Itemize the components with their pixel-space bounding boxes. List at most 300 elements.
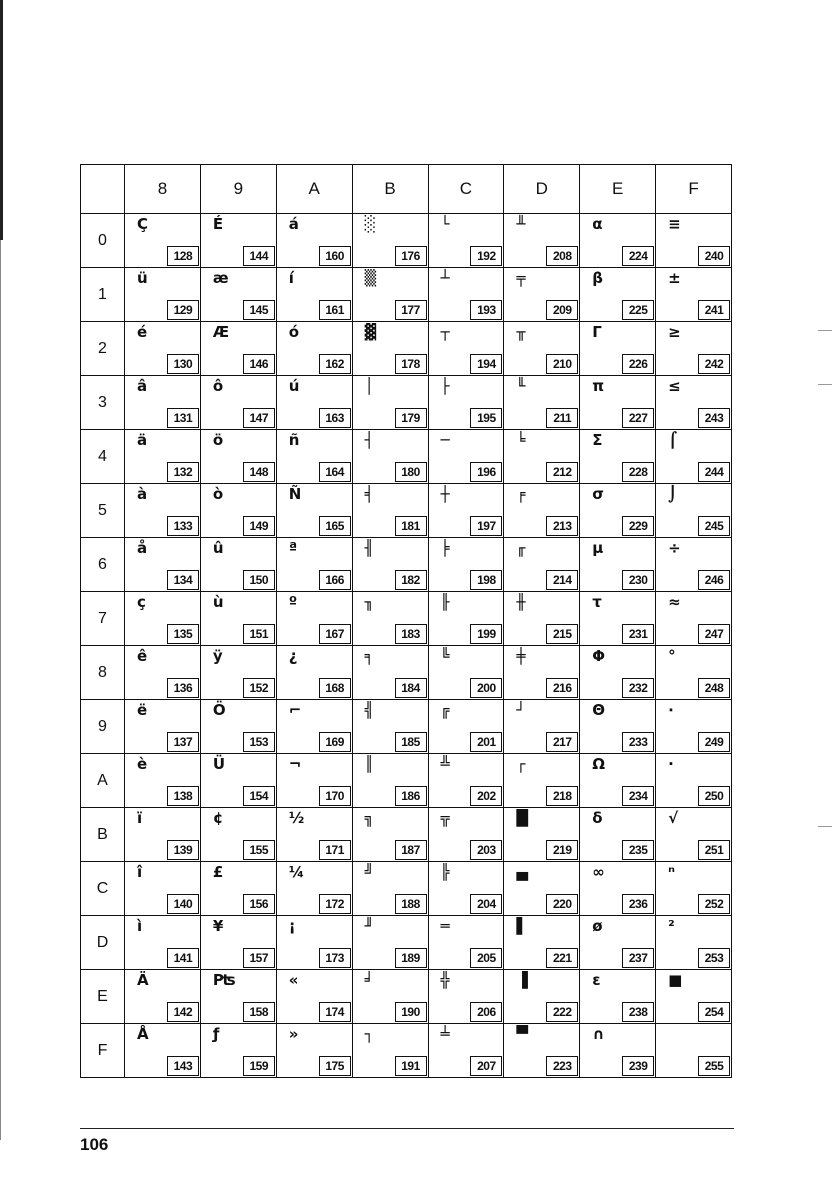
char-code-box: 130: [167, 354, 199, 374]
char-glyph: ╖: [364, 593, 374, 611]
char-glyph: ·: [668, 755, 674, 773]
char-glyph: Γ: [592, 323, 602, 341]
char-glyph: ║: [364, 755, 374, 773]
char-glyph: à: [137, 485, 148, 503]
char-cell: [504, 592, 580, 646]
char-code-box: 174: [319, 1002, 351, 1022]
char-code-box: 213: [546, 516, 578, 536]
char-cell: [656, 430, 732, 484]
char-glyph: ì: [137, 917, 143, 935]
column-header: E: [580, 165, 656, 214]
char-cell: [428, 268, 504, 322]
char-glyph: ┤: [364, 431, 374, 449]
char-code-box: 237: [622, 948, 654, 968]
code-row: [81, 862, 732, 916]
char-glyph: ¼: [288, 863, 305, 881]
char-cell: [580, 970, 656, 1024]
column-header-row: [81, 165, 732, 214]
char-glyph: ≥: [668, 323, 681, 341]
char-glyph: ╠: [440, 863, 450, 881]
char-glyph: Σ: [592, 431, 603, 449]
char-code-box: 255: [698, 1056, 730, 1076]
char-code-box: 235: [622, 840, 654, 860]
char-code-box: 225: [622, 300, 654, 320]
char-code-box: 231: [622, 624, 654, 644]
char-code-box: 161: [319, 300, 351, 320]
char-glyph: »: [288, 1025, 299, 1043]
char-glyph: Θ: [592, 701, 606, 719]
char-cell: [428, 862, 504, 916]
char-code-box: 249: [698, 732, 730, 752]
char-cell: [125, 376, 201, 430]
char-glyph: β: [592, 269, 603, 287]
char-cell: [276, 268, 352, 322]
char-cell: [656, 808, 732, 862]
char-code-box: 150: [243, 570, 275, 590]
char-cell: [352, 862, 428, 916]
char-code-box: 180: [395, 462, 427, 482]
char-code-box: 154: [243, 786, 275, 806]
char-cell: [428, 214, 504, 268]
char-cell: [276, 484, 352, 538]
char-glyph: ƒ: [212, 1025, 220, 1043]
char-cell: [428, 376, 504, 430]
char-cell: [200, 322, 276, 376]
char-glyph: ⌠: [668, 431, 678, 449]
char-cell: [276, 376, 352, 430]
char-code-box: 240: [698, 246, 730, 266]
char-code-box: 247: [698, 624, 730, 644]
char-cell: [200, 538, 276, 592]
char-code-box: 143: [167, 1056, 199, 1076]
char-cell: [428, 538, 504, 592]
char-cell: [200, 754, 276, 808]
scan-edge: [0, 0, 3, 240]
char-cell: [580, 808, 656, 862]
char-glyph: √: [668, 809, 679, 827]
char-cell: [125, 430, 201, 484]
char-glyph: ╦: [440, 809, 450, 827]
char-cell: [200, 970, 276, 1024]
char-glyph: ø: [592, 917, 603, 935]
char-cell: [125, 700, 201, 754]
char-cell: [125, 538, 201, 592]
char-code-box: 189: [395, 948, 427, 968]
char-glyph: ¥: [212, 917, 224, 935]
char-code-box: 243: [698, 408, 730, 428]
char-glyph: Ü: [212, 755, 226, 773]
char-glyph: ÿ: [212, 647, 223, 665]
code-row: [81, 538, 732, 592]
code-row: [81, 430, 732, 484]
code-row: [81, 646, 732, 700]
char-cell: [504, 214, 580, 268]
margin-mark: [818, 384, 832, 385]
char-glyph: ⌐: [288, 701, 302, 719]
char-code-box: 179: [395, 408, 427, 428]
char-cell: [656, 268, 732, 322]
row-header: B: [81, 808, 125, 862]
char-cell: [125, 754, 201, 808]
char-code-box: 188: [395, 894, 427, 914]
char-glyph: │: [364, 377, 374, 395]
char-glyph: ╝: [364, 863, 374, 881]
char-cell: [125, 970, 201, 1024]
char-cell: [352, 808, 428, 862]
char-cell: [276, 754, 352, 808]
char-code-box: 228: [622, 462, 654, 482]
char-code-box: 211: [546, 408, 578, 428]
char-cell: [580, 646, 656, 700]
char-code-box: 178: [395, 354, 427, 374]
char-cell: [656, 646, 732, 700]
page-number: 106: [80, 1135, 109, 1154]
char-cell: [580, 1024, 656, 1078]
char-code-box: 254: [698, 1002, 730, 1022]
row-header: 6: [81, 538, 125, 592]
char-code-box: 146: [243, 354, 275, 374]
char-code-box: 182: [395, 570, 427, 590]
char-code-box: 186: [395, 786, 427, 806]
char-code-box: 223: [546, 1056, 578, 1076]
column-header: D: [504, 165, 580, 214]
char-code-box: 208: [546, 246, 578, 266]
char-code-box: 226: [622, 354, 654, 374]
char-cell: [656, 754, 732, 808]
char-glyph: É: [212, 215, 224, 233]
char-cell: [125, 322, 201, 376]
char-cell: [428, 484, 504, 538]
row-header: 3: [81, 376, 125, 430]
char-glyph: ▀: [516, 1025, 528, 1043]
char-glyph: ╘: [516, 431, 526, 449]
char-code-box: 166: [319, 570, 351, 590]
char-cell: [276, 808, 352, 862]
char-cell: [504, 1024, 580, 1078]
char-cell: [125, 484, 201, 538]
char-code-box: 232: [622, 678, 654, 698]
char-glyph: ╨: [516, 215, 526, 233]
char-cell: [504, 808, 580, 862]
char-glyph: ═: [440, 917, 450, 935]
char-cell: [276, 646, 352, 700]
char-code-box: 252: [698, 894, 730, 914]
char-cell: [352, 592, 428, 646]
char-glyph: ¬: [288, 755, 302, 773]
char-cell: [200, 808, 276, 862]
footer-rule: [80, 1128, 734, 1129]
char-cell: [200, 646, 276, 700]
char-code-box: 246: [698, 570, 730, 590]
char-cell: [276, 214, 352, 268]
char-cell: [352, 430, 428, 484]
row-header: 0: [81, 214, 125, 268]
char-glyph: ç: [137, 593, 146, 611]
char-cell: [352, 1024, 428, 1078]
char-code-box: 171: [319, 840, 351, 860]
char-glyph: ª: [288, 539, 298, 557]
char-code-box: 185: [395, 732, 427, 752]
char-cell: [656, 322, 732, 376]
char-code-box: 209: [546, 300, 578, 320]
char-code-box: 147: [243, 408, 275, 428]
char-code-box: 201: [470, 732, 502, 752]
char-glyph: ≤: [668, 377, 681, 395]
char-code-box: 205: [470, 948, 502, 968]
char-cell: [276, 1024, 352, 1078]
char-glyph: å: [137, 539, 148, 557]
char-code-box: 248: [698, 678, 730, 698]
char-cell: [504, 916, 580, 970]
char-code-box: 195: [470, 408, 502, 428]
char-code-box: 168: [319, 678, 351, 698]
char-cell: [352, 214, 428, 268]
char-code-box: 142: [167, 1002, 199, 1022]
char-code-box: 196: [470, 462, 502, 482]
char-cell: [352, 646, 428, 700]
char-code-box: 156: [243, 894, 275, 914]
char-code-box: 155: [243, 840, 275, 860]
code-row: [81, 808, 732, 862]
char-cell: [125, 646, 201, 700]
char-glyph: ⁿ: [668, 863, 675, 881]
char-glyph: «: [288, 971, 299, 989]
char-code-box: 216: [546, 678, 578, 698]
char-code-box: 172: [319, 894, 351, 914]
char-glyph: ╤: [516, 269, 526, 287]
char-cell: [428, 646, 504, 700]
row-header: 8: [81, 646, 125, 700]
char-glyph: Ä: [137, 971, 149, 989]
char-cell: [200, 430, 276, 484]
char-code-box: 224: [622, 246, 654, 266]
char-glyph: ╩: [440, 755, 450, 773]
char-glyph: ö: [212, 431, 224, 449]
char-cell: [504, 322, 580, 376]
row-header: 4: [81, 430, 125, 484]
code-page-table: [80, 164, 732, 1078]
char-glyph: á: [288, 215, 299, 233]
row-header: E: [81, 970, 125, 1024]
char-code-box: 215: [546, 624, 578, 644]
char-code-box: 191: [395, 1056, 427, 1076]
char-glyph: ┐: [364, 1025, 374, 1043]
char-code-box: 197: [470, 516, 502, 536]
char-glyph: û: [212, 539, 224, 557]
char-glyph: ò: [212, 485, 224, 503]
char-cell: [200, 214, 276, 268]
char-cell: [504, 862, 580, 916]
corner-cell: [81, 165, 125, 214]
char-code-box: 153: [243, 732, 275, 752]
char-code-box: 163: [319, 408, 351, 428]
char-glyph: ¿: [288, 647, 298, 665]
char-glyph: í: [288, 269, 294, 287]
char-code-box: 132: [167, 462, 199, 482]
char-cell: [580, 268, 656, 322]
char-glyph: ¢: [212, 809, 224, 827]
char-cell: [656, 376, 732, 430]
row-header: F: [81, 1024, 125, 1078]
char-glyph: ∩: [592, 1025, 605, 1043]
char-cell: [580, 862, 656, 916]
char-cell: [276, 916, 352, 970]
char-cell: [276, 538, 352, 592]
char-cell: [580, 214, 656, 268]
char-code-box: 184: [395, 678, 427, 698]
char-glyph: è: [137, 755, 148, 773]
char-cell: [200, 1024, 276, 1078]
char-code-box: 144: [243, 246, 275, 266]
char-cell: [504, 754, 580, 808]
char-glyph: ╬: [440, 971, 450, 989]
char-glyph: ╧: [440, 1025, 450, 1043]
char-cell: [656, 916, 732, 970]
char-code-box: 214: [546, 570, 578, 590]
char-glyph: ∞: [592, 863, 605, 881]
char-code-box: 187: [395, 840, 427, 860]
char-cell: [656, 700, 732, 754]
char-code-box: 233: [622, 732, 654, 752]
char-code-box: 139: [167, 840, 199, 860]
char-code-box: 159: [243, 1056, 275, 1076]
char-cell: [656, 862, 732, 916]
char-glyph: µ: [592, 539, 604, 557]
char-code-box: 148: [243, 462, 275, 482]
char-code-box: 162: [319, 354, 351, 374]
char-cell: [200, 700, 276, 754]
char-code-box: 203: [470, 840, 502, 860]
char-code-box: 206: [470, 1002, 502, 1022]
char-code-box: 238: [622, 1002, 654, 1022]
char-glyph: Å: [137, 1025, 149, 1043]
char-code-box: 140: [167, 894, 199, 914]
char-glyph: ▓: [364, 323, 377, 341]
char-code-box: 221: [546, 948, 578, 968]
char-glyph: ▌: [516, 917, 528, 935]
char-code-box: 145: [243, 300, 275, 320]
code-row: [81, 376, 732, 430]
char-cell: [200, 862, 276, 916]
char-glyph: ë: [137, 701, 148, 719]
char-glyph: ╓: [516, 539, 526, 557]
char-glyph: î: [137, 863, 143, 881]
code-row: [81, 700, 732, 754]
char-code-box: 181: [395, 516, 427, 536]
char-cell: [504, 268, 580, 322]
char-glyph: ─: [440, 431, 450, 449]
char-cell: [200, 484, 276, 538]
char-glyph: ó: [288, 323, 300, 341]
code-page-body: [81, 214, 732, 1078]
char-code-box: 152: [243, 678, 275, 698]
code-row: [81, 214, 732, 268]
char-code-box: 234: [622, 786, 654, 806]
char-cell: [125, 916, 201, 970]
char-code-box: 219: [546, 840, 578, 860]
char-code-box: 176: [395, 246, 427, 266]
char-code-box: 170: [319, 786, 351, 806]
char-code-box: 241: [698, 300, 730, 320]
char-glyph: ╢: [364, 539, 374, 557]
char-glyph: ½: [288, 809, 305, 827]
char-cell: [656, 970, 732, 1024]
char-cell: [428, 970, 504, 1024]
char-glyph: ä: [137, 431, 148, 449]
char-cell: [352, 970, 428, 1024]
char-code-box: 165: [319, 516, 351, 536]
char-glyph: ╕: [364, 647, 374, 665]
char-cell: [504, 970, 580, 1024]
char-cell: [352, 376, 428, 430]
code-row: [81, 322, 732, 376]
column-header: 8: [125, 165, 201, 214]
char-cell: [200, 268, 276, 322]
row-header: 7: [81, 592, 125, 646]
char-cell: [352, 322, 428, 376]
char-code-box: 242: [698, 354, 730, 374]
char-cell: [125, 592, 201, 646]
char-glyph: ▄: [516, 863, 528, 881]
char-code-box: 210: [546, 354, 578, 374]
char-code-box: 141: [167, 948, 199, 968]
char-cell: [580, 538, 656, 592]
char-glyph: └: [440, 215, 450, 233]
char-cell: [125, 268, 201, 322]
char-code-box: 133: [167, 516, 199, 536]
char-cell: [276, 322, 352, 376]
char-glyph: ░: [364, 215, 377, 233]
char-cell: [428, 322, 504, 376]
row-header: 5: [81, 484, 125, 538]
char-code-box: 253: [698, 948, 730, 968]
char-cell: [428, 592, 504, 646]
char-glyph: ╜: [364, 917, 374, 935]
row-header: A: [81, 754, 125, 808]
char-code-box: 229: [622, 516, 654, 536]
char-cell: [580, 484, 656, 538]
margin-mark: [818, 330, 832, 331]
char-code-box: 158: [243, 1002, 275, 1022]
char-glyph: â: [137, 377, 148, 395]
char-cell: [580, 376, 656, 430]
char-glyph: Ö: [212, 701, 226, 719]
char-code-box: 149: [243, 516, 275, 536]
char-code-box: 135: [167, 624, 199, 644]
char-code-box: 175: [319, 1056, 351, 1076]
char-code-box: 136: [167, 678, 199, 698]
char-cell: [200, 592, 276, 646]
char-cell: [580, 754, 656, 808]
char-code-box: 220: [546, 894, 578, 914]
char-glyph: æ: [212, 269, 229, 287]
char-glyph: ╚: [440, 647, 450, 665]
char-code-box: 194: [470, 354, 502, 374]
char-glyph: ╔: [440, 701, 450, 719]
char-glyph: ≡: [668, 215, 681, 233]
char-cell: [504, 484, 580, 538]
scan-edge-faint: [0, 240, 1, 1140]
char-code-box: 157: [243, 948, 275, 968]
char-glyph: °: [668, 647, 676, 665]
row-header: 9: [81, 700, 125, 754]
char-glyph: ±: [668, 269, 681, 287]
char-code-box: 173: [319, 948, 351, 968]
char-glyph: ╗: [364, 809, 374, 827]
row-header: 1: [81, 268, 125, 322]
char-glyph: ⌡: [668, 485, 678, 503]
char-glyph: ┌: [516, 755, 526, 773]
